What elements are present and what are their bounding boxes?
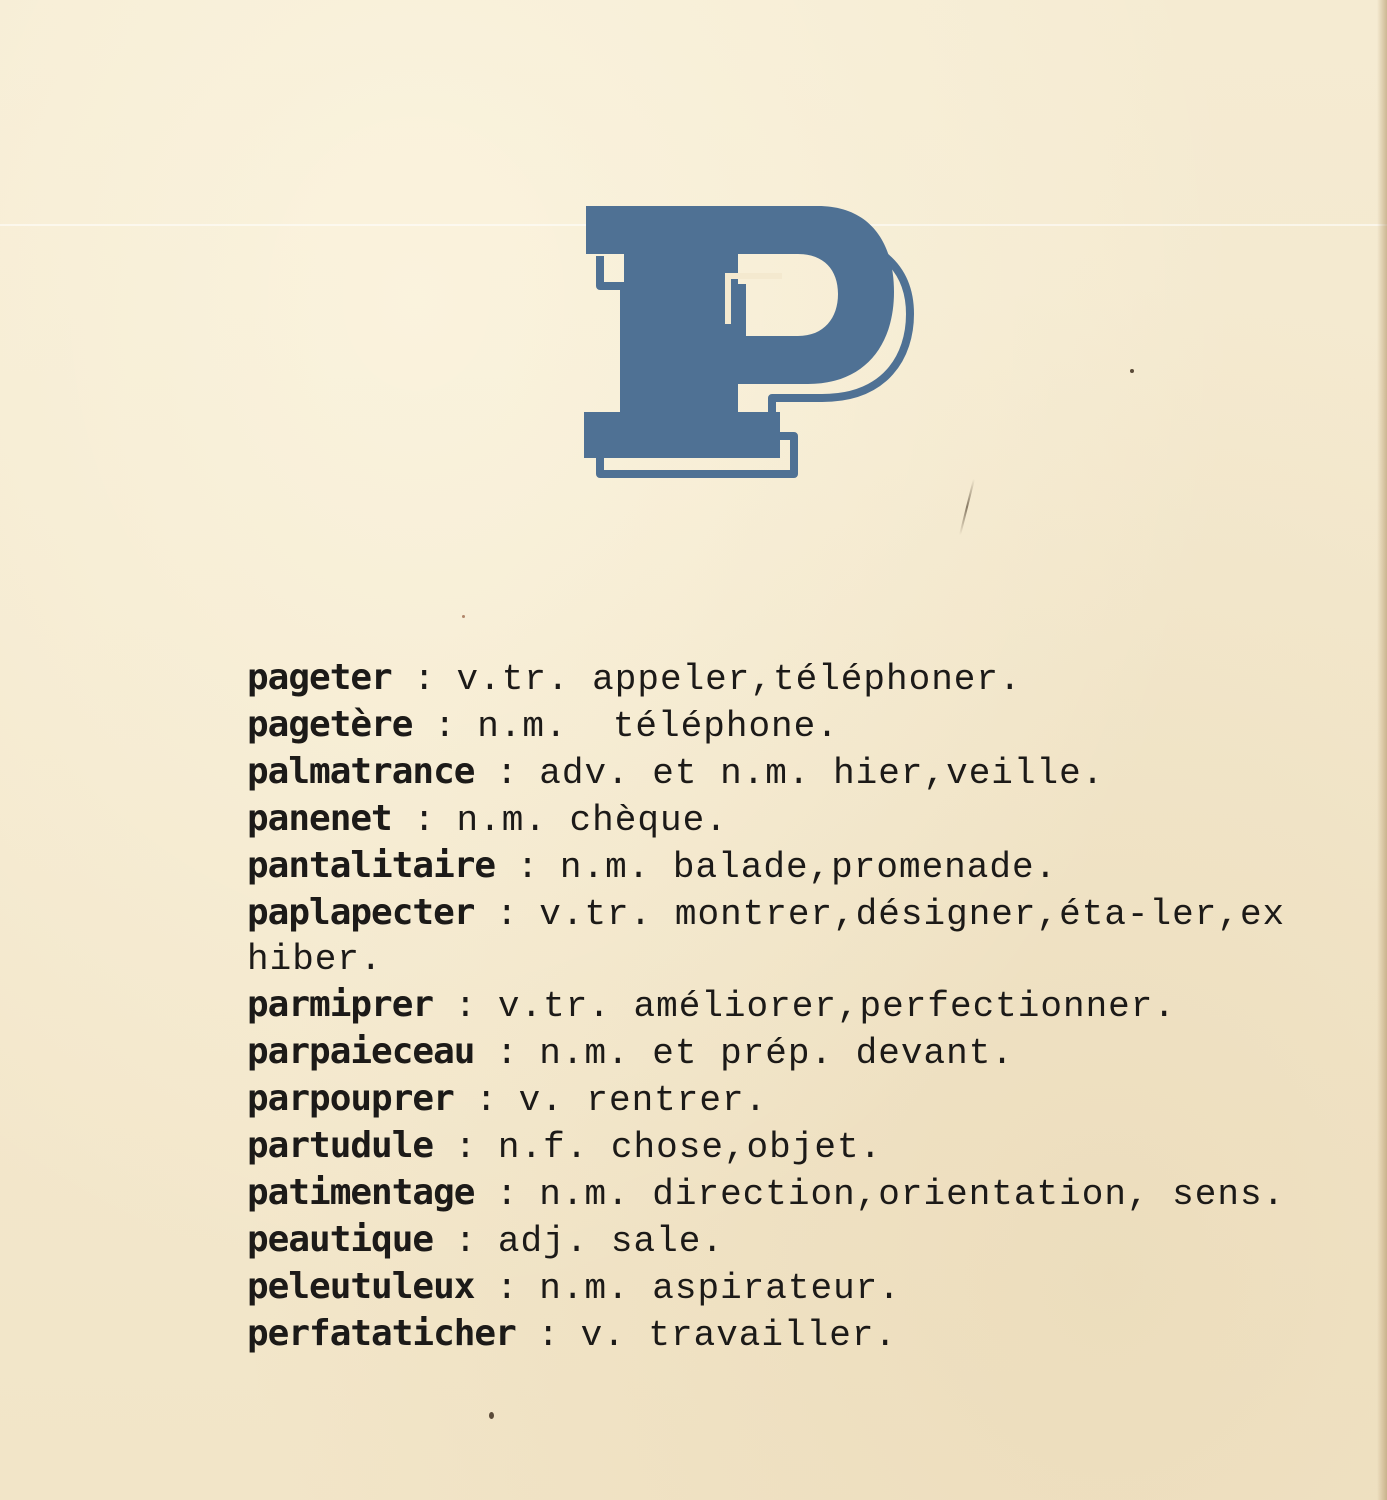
entry-paplapecter [247, 890, 1307, 982]
letter-p-illustration [576, 196, 926, 496]
entry-peleutuleux [247, 1264, 1347, 1311]
entry-separator: : [474, 894, 540, 935]
entry-separator: : [433, 986, 498, 1027]
entry-parpouprer [247, 1076, 1347, 1123]
entry-separator: : [391, 800, 457, 841]
entry-term: parmiprer [247, 984, 434, 1025]
entry-definition: v.tr. améliorer,perfectionner. [497, 986, 1176, 1027]
entry-definition: n.m. aspirateur. [539, 1268, 901, 1309]
paper-crease [959, 479, 975, 536]
entry-definition: n.m. balade,promenade. [559, 847, 1058, 888]
entry-pagetere [247, 702, 1347, 749]
entry-term: panenet [247, 798, 392, 839]
entry-patimentage [247, 1170, 1317, 1217]
entry-definition: n.m. chèque. [456, 800, 728, 841]
entry-definition: n.m. direction,orientation, sens. [539, 1174, 1286, 1215]
entry-parpaieceau [247, 1029, 1347, 1076]
entry-perfataticher [247, 1311, 1347, 1358]
entry-term: pagetère [247, 704, 413, 745]
entry-separator: : [412, 706, 478, 747]
entry-palmatrance [247, 749, 1347, 796]
entry-definition: n.m. téléphone. [477, 706, 839, 747]
paper-speck [1130, 369, 1134, 373]
entry-definition: adv. et n.m. hier,veille. [539, 753, 1105, 794]
entry-definition: v.tr. appeler,téléphoner. [456, 659, 1022, 700]
entry-separator: : [474, 1174, 540, 1215]
entry-term: paplapecter [247, 892, 475, 933]
entry-term: parpaieceau [247, 1031, 475, 1072]
paper-speck [489, 1412, 494, 1419]
entry-partudule [247, 1123, 1347, 1170]
entry-term: parpouprer [247, 1078, 454, 1119]
paper-speck [462, 615, 465, 618]
entry-separator: : [515, 1315, 581, 1356]
entry-definition: v. travailler. [580, 1315, 898, 1356]
entry-definition: n.m. et prép. devant. [539, 1033, 1014, 1074]
entry-separator: : [391, 659, 457, 700]
entry-separator: : [474, 1268, 540, 1309]
entry-term: pantalitaire [247, 845, 496, 886]
entry-pageter [247, 655, 1347, 702]
entry-term: peleutuleux [247, 1266, 475, 1307]
entry-term: palmatrance [247, 751, 475, 792]
entry-term: peautique [247, 1219, 434, 1260]
entry-peautique [247, 1217, 1347, 1264]
entry-term: pageter [247, 657, 392, 698]
entry-separator: : [474, 1033, 540, 1074]
entry-definition: v.tr. montrer,désigner,éta-ler,exhiber. [247, 894, 1286, 980]
entry-separator: : [474, 753, 540, 794]
entry-definition: n.f. chose,objet. [497, 1127, 883, 1168]
entry-definition: adj. sale. [497, 1221, 724, 1262]
dictionary-entries [247, 655, 1347, 1358]
entry-separator: : [433, 1127, 498, 1168]
entry-term: perfataticher [247, 1313, 516, 1354]
entry-separator: : [453, 1080, 519, 1121]
entry-term: patimentage [247, 1172, 475, 1213]
entry-panenet [247, 796, 1347, 843]
paper-edge-shadow [1377, 0, 1387, 1500]
entry-pantalitaire [247, 843, 1347, 890]
entry-separator: : [495, 847, 560, 888]
entry-separator: : [433, 1221, 498, 1262]
entry-parmiprer [247, 982, 1347, 1029]
entry-definition: v. rentrer. [518, 1080, 768, 1121]
entry-term: partudule [247, 1125, 434, 1166]
